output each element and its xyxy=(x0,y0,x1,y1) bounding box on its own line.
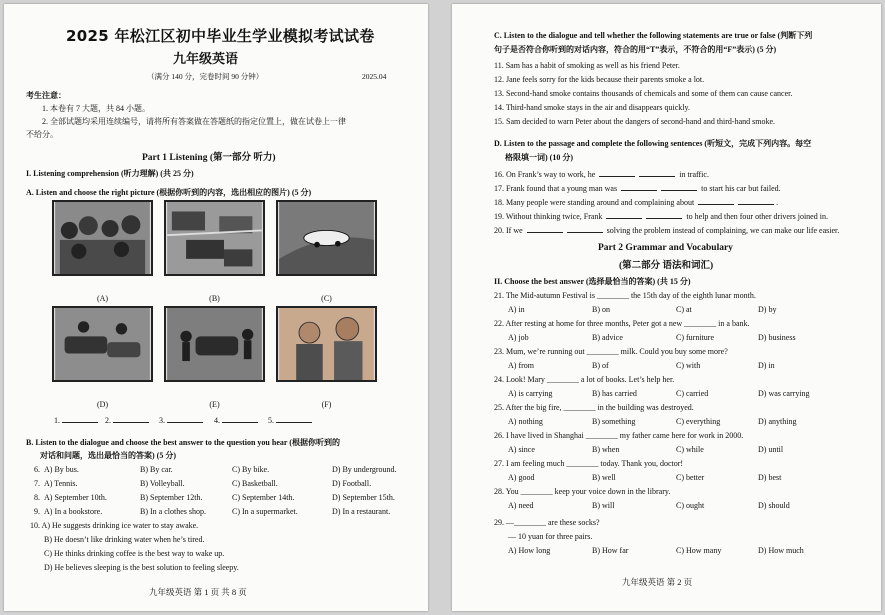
section-b-heading-1: B. Listen to the dialogue and choose the best answer to the question you hear (根据你听到的 xyxy=(26,438,340,447)
picture-a xyxy=(52,200,153,276)
picture-d xyxy=(52,306,153,382)
blank-1: 1. xyxy=(54,415,100,426)
q10-option-b: B) He doesn’t like drinking water when he’s tired. xyxy=(44,535,205,544)
q29-option-d: D) How much xyxy=(758,546,804,555)
q24-option-c: C) carried xyxy=(676,389,709,398)
q8-option-c: C) September 14th. xyxy=(232,493,295,502)
tf-15: 15. Sam decided to warn Peter about the dangers of second-hand and third-hand smoke. xyxy=(494,117,776,126)
note-2b: 不给分。 xyxy=(26,130,58,139)
q23-option-c: C) with xyxy=(676,361,701,370)
q25-stem: 25. After the big fire, ________ in the building was destroyed. xyxy=(494,403,694,412)
q21-stem: 21. The Mid-autumn Festival is ________ the 15th day of the eighth lunar month. xyxy=(494,291,756,300)
q7-option-a: A) Tennis. xyxy=(44,479,78,488)
fill-17: 17. Frank found that a young man was to start his car but failed. xyxy=(494,184,781,193)
picture-c xyxy=(276,200,377,276)
q24-stem: 24. Look! Mary ________ a lot of books. Let’s help her. xyxy=(494,375,675,384)
q26-option-a: A) since xyxy=(508,445,535,454)
q25-option-c: C) everything xyxy=(676,417,721,426)
fill-18: 18. Many people were standing around and complaining about . xyxy=(494,198,779,207)
car-on-road-illustration xyxy=(278,202,375,274)
picture-b-label: (B) xyxy=(209,294,220,303)
section-d-heading-2: 格限填一词) (10 分) xyxy=(505,153,573,162)
q28-option-d: D) should xyxy=(758,501,790,510)
tf-12: 12. Jane feels sorry for the kids because their parents smoke a lot. xyxy=(494,75,705,84)
q22-option-d: D) business xyxy=(758,333,796,342)
q29-option-b: B) How far xyxy=(592,546,629,555)
q7-option-d: D) Football. xyxy=(332,479,372,488)
q24-option-d: D) was carrying xyxy=(758,389,810,398)
q9-option-d: D) In a restaurant. xyxy=(332,507,391,516)
blank-5: 5. xyxy=(268,415,314,426)
q22-stem: 22. After resting at home for three months, Peter got a new ________ in a bank. xyxy=(494,319,750,328)
q22-option-b: B) advice xyxy=(592,333,623,342)
q27-option-a: A) good xyxy=(508,473,535,482)
q28-option-b: B) will xyxy=(592,501,615,510)
q6-option-d: D) By underground. xyxy=(332,465,397,474)
part2-heading-cn: (第二部分 语法和词汇) xyxy=(619,261,714,271)
exam-meta: （满分 140 分，完卷时间 90 分钟） xyxy=(147,72,264,81)
picture-e-label: (E) xyxy=(209,400,220,409)
picture-c-label: (C) xyxy=(321,294,332,303)
q29-option-a: A) How long xyxy=(508,546,551,555)
page-2-footer: 九年级英语 第 2 页 xyxy=(622,577,693,587)
section-2-heading: II. Choose the best answer (选择最恰当的答案) (共 15 分) xyxy=(494,277,691,286)
q28-stem: 28. You ________ keep your voice down in the library. xyxy=(494,487,671,496)
q21-option-d: D) by xyxy=(758,305,777,314)
blank-3: 3. xyxy=(159,415,205,426)
part1-heading: Part 1 Listening (第一部分 听力) xyxy=(142,153,276,163)
page-1-footer: 九年级英语 第 1 页 共 8 页 xyxy=(149,587,247,597)
section-c-heading-1: C. Listen to the dialogue and tell whether the following statements are true or false (判断下列 xyxy=(494,31,813,40)
exam-page-2 xyxy=(452,4,881,611)
q21-option-b: B) on xyxy=(592,305,610,314)
q7-option-b: B) Volleyball. xyxy=(140,479,185,488)
crowd-scene-illustration xyxy=(54,202,151,274)
exam-subtitle: 九年级英语 xyxy=(173,52,239,67)
q27-option-c: C) better xyxy=(676,473,705,482)
q6-option-b: B) By car. xyxy=(140,465,173,474)
q26-stem: 26. I have lived in Shanghai ________ my father came here for work in 2000. xyxy=(494,431,744,440)
q26-option-d: D) until xyxy=(758,445,784,454)
two-men-talking-illustration xyxy=(278,308,375,380)
traffic-scene-illustration xyxy=(166,202,263,274)
blank-2: 2. xyxy=(105,415,151,426)
exam-page-1 xyxy=(4,4,428,611)
q8-option-b: B) September 12th. xyxy=(140,493,203,502)
q29-stem: 29. —________ are these socks? xyxy=(494,518,600,527)
q8-number: 8. xyxy=(34,493,40,502)
q25-option-b: B) something xyxy=(592,417,636,426)
q28-option-c: C) ought xyxy=(676,501,705,510)
picture-a-label: (A) xyxy=(96,294,109,303)
q22-option-c: C) furniture xyxy=(676,333,714,342)
fill-16: 16. On Frank’s way to work, he in traffic. xyxy=(494,170,709,179)
q9-option-a: A) In a bookstore. xyxy=(44,507,103,516)
q27-option-b: B) well xyxy=(592,473,616,482)
q9-option-b: B) In a clothes shop. xyxy=(140,507,206,516)
accident-scene-illustration xyxy=(54,308,151,380)
q6-option-c: C) By bike. xyxy=(232,465,270,474)
section-d-heading-1: D. Listen to the passage and complete the following sentences (听短文，完成下列内容。每空 xyxy=(494,139,812,148)
blank-4: 4. xyxy=(214,415,260,426)
section-b-heading-2: 对话和问题，选出最恰当的答案) (5 分) xyxy=(40,451,176,460)
fill-19: 19. Without thinking twice, Frank to help and then four other drivers joined in. xyxy=(494,212,828,221)
exam-title: 2025 年松江区初中毕业生学业模拟考试试卷 xyxy=(66,27,375,45)
q8-option-d: D) September 15th. xyxy=(332,493,395,502)
q28-option-a: A) need xyxy=(508,501,534,510)
q8-option-a: A) September 10th. xyxy=(44,493,107,502)
q22-option-a: A) job xyxy=(508,333,529,342)
q10-option-c: C) He thinks drinking coffee is the best way to wake up. xyxy=(44,549,225,558)
q23-option-b: B) of xyxy=(592,361,609,370)
note-2a: 2. 全部试题均采用连续编号，请将所有答案做在答题纸的指定位置上，做在试卷上一律 xyxy=(42,117,346,126)
section-1-heading: I. Listening comprehension (听力理解) (共 25 分) xyxy=(26,169,194,178)
q23-stem: 23. Mum, we’re running out ________ milk. Could you buy some more? xyxy=(494,347,728,356)
picture-f xyxy=(276,306,377,382)
picture-d-label: (D) xyxy=(96,400,109,409)
q24-option-b: B) has carried xyxy=(592,389,637,398)
q7-option-c: C) Basketball. xyxy=(232,479,278,488)
part2-heading: Part 2 Grammar and Vocabulary xyxy=(598,243,733,253)
q6-option-a: A) By bus. xyxy=(44,465,79,474)
tf-11: 11. Sam has a habit of smoking as well as his friend Peter. xyxy=(494,61,680,70)
q23-option-d: D) in xyxy=(758,361,775,370)
q7-number: 7. xyxy=(34,479,40,488)
q9-option-c: C) In a supermarket. xyxy=(232,507,298,516)
q10-option-a: 10. A) He suggests drinking ice water to stay awake. xyxy=(30,521,199,530)
fill-20: 20. If we solving the problem instead of complaining, we can make our life easier. xyxy=(494,226,840,235)
q10-option-d: D) He believes sleeping is the best solution to feeling sleepy. xyxy=(44,563,239,572)
q23-option-a: A) from xyxy=(508,361,534,370)
q25-option-a: A) nothing xyxy=(508,417,543,426)
q26-option-c: C) while xyxy=(676,445,704,454)
exam-date: 2025.04 xyxy=(362,72,387,81)
q26-option-b: B) when xyxy=(592,445,620,454)
note-1: 1. 本卷有 7 大题，共 84 小题。 xyxy=(42,104,150,113)
section-a-heading: A. Listen and choose the right picture (根据你听到的内容，选出相应的图片) (5 分) xyxy=(26,188,312,197)
picture-e xyxy=(164,306,265,382)
q27-option-d: D) best xyxy=(758,473,782,482)
q21-option-a: A) in xyxy=(508,305,525,314)
q6-number: 6. xyxy=(34,465,40,474)
q21-option-c: C) at xyxy=(676,305,692,314)
q24-option-a: A) is carrying xyxy=(508,389,553,398)
picture-b xyxy=(164,200,265,276)
people-pushing-car-illustration xyxy=(166,308,263,380)
q27-stem: 27. I am feeling much ________ today. Thank you, doctor! xyxy=(494,459,684,468)
q25-option-d: D) anything xyxy=(758,417,797,426)
tf-13: 13. Second-hand smoke contains thousands of chemicals and some of them can cause cancer. xyxy=(494,89,793,98)
q29-reply: — 10 yuan for three pairs. xyxy=(508,532,593,541)
picture-f-label: (F) xyxy=(321,400,332,409)
q29-option-c: C) How many xyxy=(676,546,722,555)
tf-14: 14. Third-hand smoke stays in the air and disappears quickly. xyxy=(494,103,690,112)
q9-number: 9. xyxy=(34,507,40,516)
section-c-heading-2: 句子是否符合你听到的对话内容，符合的用“T”表示，不符合的用“F”表示) (5 分) xyxy=(494,45,777,54)
notes-heading: 考生注意： xyxy=(26,91,66,100)
